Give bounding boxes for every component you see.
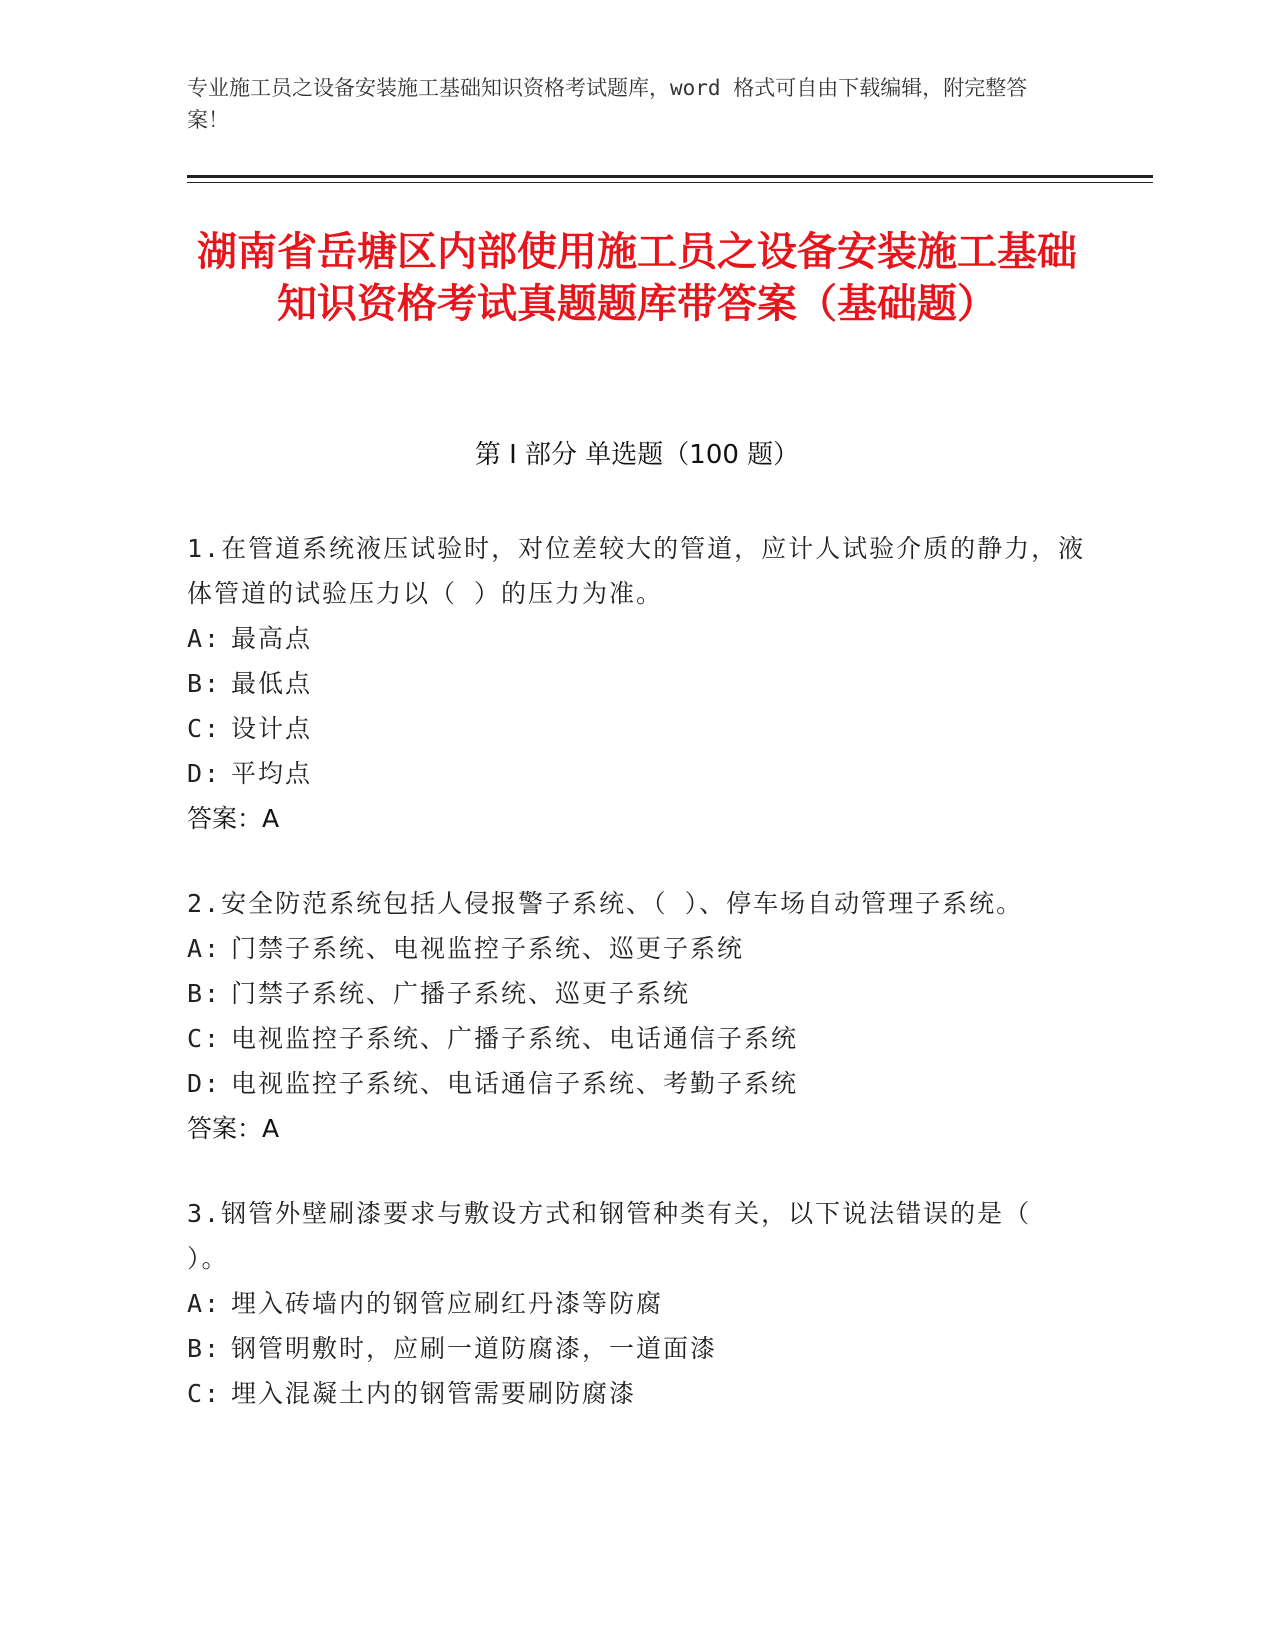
option-text: 电视监控子系统、广播子系统、电话通信子系统 <box>231 1024 799 1053</box>
answer-label: 答案： <box>187 1114 263 1143</box>
option-letter: D: <box>187 759 222 788</box>
question-3 <box>187 1191 1087 1416</box>
option-text: 电视监控子系统、电话通信子系统、考勤子系统 <box>231 1069 799 1098</box>
answer-value: A <box>262 804 280 833</box>
option-letter: B: <box>187 979 222 1008</box>
question-list <box>187 526 1087 1456</box>
question-1 <box>187 526 1087 841</box>
question-stem: 3.钢管外壁刷漆要求与敷设方式和钢管种类有关，以下说法错误的是（ ）。 <box>187 1199 1032 1273</box>
option-b <box>187 1326 1087 1371</box>
option-letter: A: <box>187 934 222 963</box>
answer-label: 答案： <box>187 804 263 833</box>
option-a <box>187 926 1087 971</box>
option-a <box>187 1281 1087 1326</box>
option-text: 设计点 <box>231 714 313 743</box>
option-text: 平均点 <box>231 759 313 788</box>
option-letter: C: <box>187 1024 222 1053</box>
option-b <box>187 661 1087 706</box>
option-d <box>187 751 1087 796</box>
question-stem: 1.在管道系统液压试验时，对位差较大的管道，应计人试验介质的静力，液体管道的试验压力以（ ）的压力为准。 <box>187 534 1086 608</box>
option-letter: B: <box>187 1334 222 1363</box>
option-letter: C: <box>187 714 222 743</box>
option-a <box>187 616 1087 661</box>
option-text: 最高点 <box>231 624 313 653</box>
option-letter: C: <box>187 1379 222 1408</box>
option-text: 门禁子系统、电视监控子系统、巡更子系统 <box>231 934 745 963</box>
answer-line <box>187 796 1087 841</box>
option-c <box>187 1371 1087 1416</box>
option-letter: A: <box>187 1289 222 1318</box>
option-d <box>187 1061 1087 1106</box>
section-heading: 第 I 部分 单选题（100 题） <box>474 440 800 470</box>
option-text: 埋入混凝土内的钢管需要刷防腐漆 <box>231 1379 637 1408</box>
answer-line <box>187 1106 1087 1151</box>
header-rule-thin <box>187 182 1153 183</box>
document-title: 湖南省岳塘区内部使用施工员之设备安装施工基础知识资格考试真题题库带答案（基础题） <box>197 229 1077 327</box>
option-b <box>187 971 1087 1016</box>
option-c <box>187 706 1087 751</box>
question-stem: 2.安全防范系统包括人侵报警子系统、（ ）、停车场自动管理子系统。 <box>187 889 1024 918</box>
option-letter: A: <box>187 624 222 653</box>
option-letter: B: <box>187 669 222 698</box>
option-text: 钢管明敷时，应刷一道防腐漆，一道面漆 <box>231 1334 718 1363</box>
option-c <box>187 1016 1087 1061</box>
option-letter: D: <box>187 1069 222 1098</box>
header-rule-thick <box>187 175 1153 178</box>
option-text: 埋入砖墙内的钢管应刷红丹漆等防腐 <box>231 1289 664 1318</box>
option-text: 最低点 <box>231 669 313 698</box>
option-text: 门禁子系统、广播子系统、巡更子系统 <box>231 979 691 1008</box>
question-2 <box>187 881 1087 1151</box>
answer-value: A <box>262 1114 280 1143</box>
intro-text: 专业施工员之设备安装施工基础知识资格考试题库，word 格式可自由下载编辑，附完整答案！ <box>187 76 1028 132</box>
